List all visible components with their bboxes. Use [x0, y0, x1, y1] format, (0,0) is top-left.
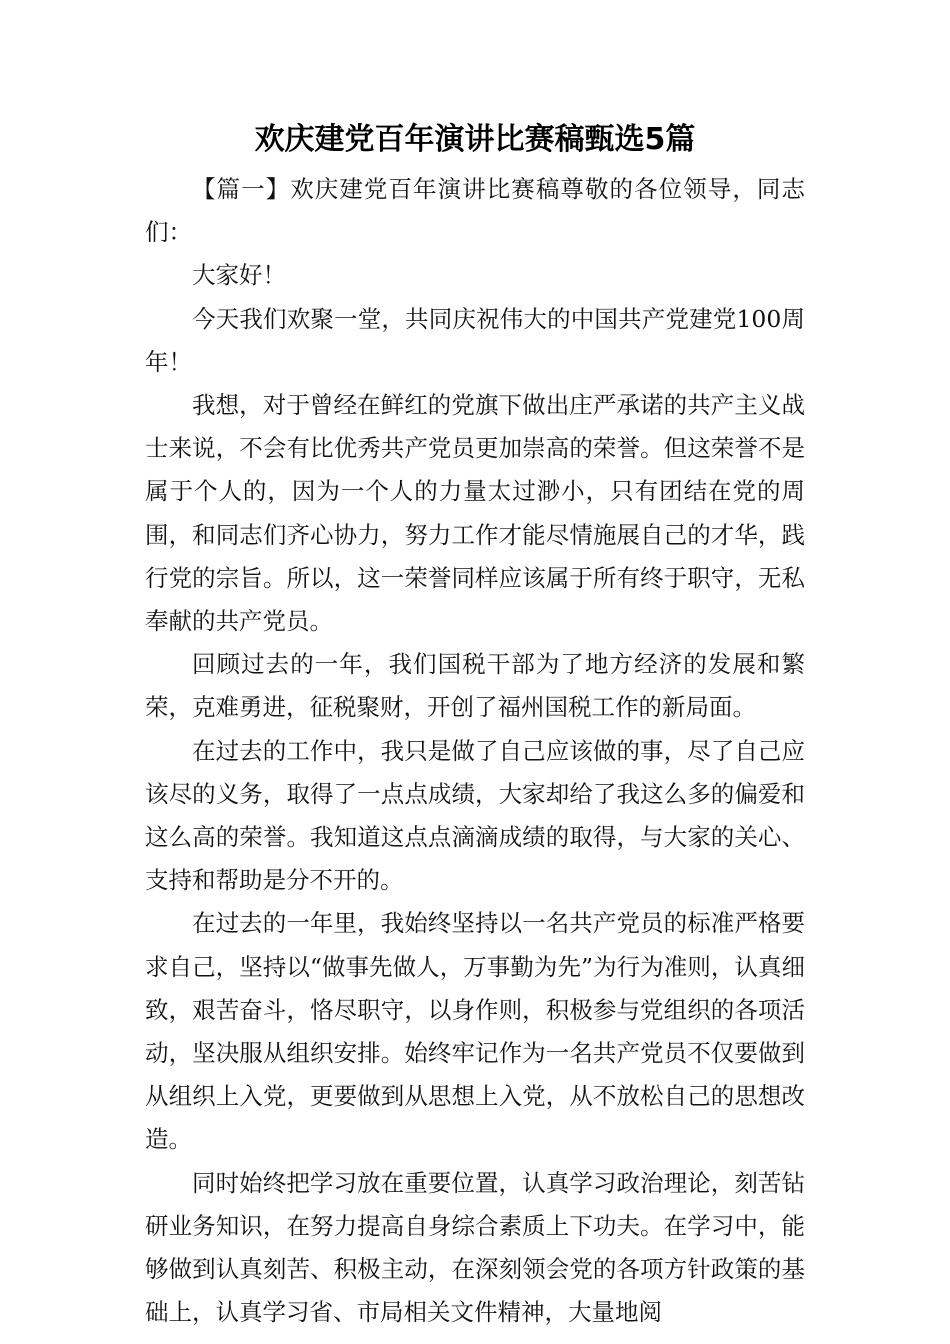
paragraph-3: 今天我们欢聚一堂，共同庆祝伟大的中国共产党建党100周年！: [145, 304, 805, 376]
paragraph-1: 【篇一】欢庆建党百年演讲比赛稿尊敬的各位领导，同志们：: [145, 175, 805, 247]
paragraph-8: 同时始终把学习放在重要位置，认真学习政治理论，刻苦钻研业务知识，在努力提高自身综合素质上下功夫。在学习中，能够做到认真刻苦、积极主动，在深刻领会党的各项方针政策的基础上，认真学习省、市局相关文件精神，大量地阅: [145, 1168, 805, 1327]
paragraph-7: 在过去的一年里，我始终坚持以一名共产党员的标准严格要求自己，坚持以“做事先做人，万事勤为先”为行为准则，认真细致，艰苦奋斗，恪尽职守，以身作则，积极参与党组织的各项活动，坚决服从组织安排。始终牢记作为一名共产党员不仅要做到从组织上入党，更要做到从思想上入党，从不放松自己的思想改造。: [145, 909, 805, 1154]
paragraph-2: 大家好！: [192, 261, 286, 290]
paragraph-5: 回顾过去的一年，我们国税干部为了地方经济的发展和繁荣，克难勇进，征税聚财，开创了福州国税工作的新局面。: [145, 650, 805, 722]
paragraph-4: 我想，对于曾经在鲜红的党旗下做出庄严承诺的共产主义战士来说，不会有比优秀共产党员更加崇高的荣誉。但这荣誉不是属于个人的，因为一个人的力量太过渺小，只有团结在党的周围，和同志们齐心协力，努力工作才能尽情施展自己的才华，践行党的宗旨。所以，这一荣誉同样应该属于所有终于职守，无私奉献的共产党员。: [145, 391, 805, 636]
paragraph-6: 在过去的工作中，我只是做了自己应该做的事，尽了自己应该尽的义务，取得了一点点成绩，大家却给了我这么多的偏爱和这么高的荣誉。我知道这点点滴滴成绩的取得，与大家的关心、支持和帮助是分不开的。: [145, 736, 805, 895]
document-body: [145, 168, 805, 1334]
document-title: 欢庆建党百年演讲比赛稿甄选5篇: [254, 122, 696, 157]
